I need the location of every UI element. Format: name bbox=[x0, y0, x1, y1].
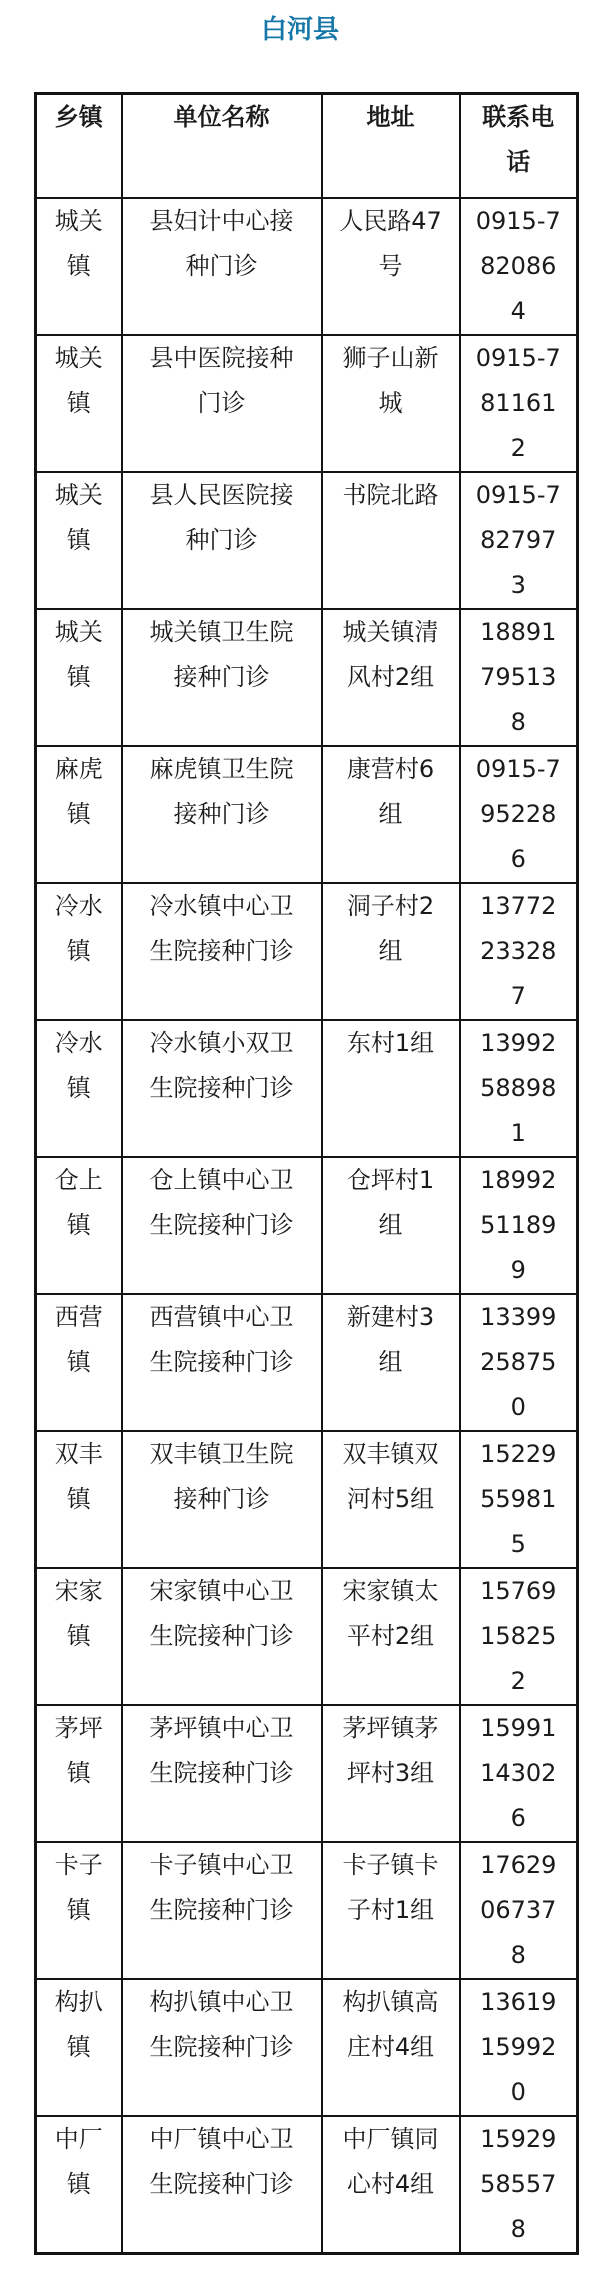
table-row bbox=[36, 1842, 578, 1979]
table-header bbox=[36, 94, 578, 199]
header-unit: 单位名称 bbox=[122, 94, 322, 199]
town-cell: 宋家镇 bbox=[36, 1568, 122, 1705]
address-cell: 城关镇清风村2组 bbox=[322, 609, 460, 746]
unit-cell: 构扒镇中心卫生院接种门诊 bbox=[122, 1979, 322, 2116]
phone-cell: 0915-7827973 bbox=[460, 472, 578, 609]
phone-cell: 13992588981 bbox=[460, 1020, 578, 1157]
table-row bbox=[36, 1568, 578, 1705]
header-address: 地址 bbox=[322, 94, 460, 199]
town-cell: 双丰镇 bbox=[36, 1431, 122, 1568]
phone-cell: 0915-7811612 bbox=[460, 335, 578, 472]
town-cell: 卡子镇 bbox=[36, 1842, 122, 1979]
address-cell: 新建村3组 bbox=[322, 1294, 460, 1431]
phone-cell: 18992511899 bbox=[460, 1157, 578, 1294]
address-cell: 书院北路 bbox=[322, 472, 460, 609]
unit-cell: 卡子镇中心卫生院接种门诊 bbox=[122, 1842, 322, 1979]
unit-cell: 城关镇卫生院接种门诊 bbox=[122, 609, 322, 746]
phone-cell: 15229559815 bbox=[460, 1431, 578, 1568]
clinic-table bbox=[34, 92, 579, 2255]
unit-cell: 冷水镇中心卫生院接种门诊 bbox=[122, 883, 322, 1020]
header-town: 乡镇 bbox=[36, 94, 122, 199]
unit-cell: 双丰镇卫生院接种门诊 bbox=[122, 1431, 322, 1568]
town-cell: 城关镇 bbox=[36, 472, 122, 609]
address-cell: 宋家镇太平村2组 bbox=[322, 1568, 460, 1705]
phone-cell: 13399258750 bbox=[460, 1294, 578, 1431]
table-row bbox=[36, 1020, 578, 1157]
address-cell: 仓坪村1组 bbox=[322, 1157, 460, 1294]
town-cell: 城关镇 bbox=[36, 335, 122, 472]
table-row bbox=[36, 883, 578, 1020]
unit-cell: 西营镇中心卫生院接种门诊 bbox=[122, 1294, 322, 1431]
unit-cell: 麻虎镇卫生院接种门诊 bbox=[122, 746, 322, 883]
phone-cell: 15929585578 bbox=[460, 2116, 578, 2254]
phone-cell: 13772233287 bbox=[460, 883, 578, 1020]
address-cell: 东村1组 bbox=[322, 1020, 460, 1157]
unit-cell: 宋家镇中心卫生院接种门诊 bbox=[122, 1568, 322, 1705]
town-cell: 仓上镇 bbox=[36, 1157, 122, 1294]
phone-cell: 17629067378 bbox=[460, 1842, 578, 1979]
table-row bbox=[36, 1979, 578, 2116]
table-row bbox=[36, 1157, 578, 1294]
town-cell: 构扒镇 bbox=[36, 1979, 122, 2116]
town-cell: 麻虎镇 bbox=[36, 746, 122, 883]
town-cell: 城关镇 bbox=[36, 609, 122, 746]
unit-cell: 仓上镇中心卫生院接种门诊 bbox=[122, 1157, 322, 1294]
unit-cell: 县人民医院接种门诊 bbox=[122, 472, 322, 609]
town-cell: 西营镇 bbox=[36, 1294, 122, 1431]
table-row bbox=[36, 198, 578, 335]
header-phone: 联系电话 bbox=[460, 94, 578, 199]
table-row bbox=[36, 335, 578, 472]
town-cell: 城关镇 bbox=[36, 198, 122, 335]
phone-cell: 13619159920 bbox=[460, 1979, 578, 2116]
phone-cell: 18891795138 bbox=[460, 609, 578, 746]
unit-cell: 中厂镇中心卫生院接种门诊 bbox=[122, 2116, 322, 2254]
address-cell: 双丰镇双河村5组 bbox=[322, 1431, 460, 1568]
phone-cell: 0915-7820864 bbox=[460, 198, 578, 335]
town-cell: 中厂镇 bbox=[36, 2116, 122, 2254]
unit-cell: 县妇计中心接种门诊 bbox=[122, 198, 322, 335]
unit-cell: 县中医院接种门诊 bbox=[122, 335, 322, 472]
town-cell: 冷水镇 bbox=[36, 883, 122, 1020]
town-cell: 冷水镇 bbox=[36, 1020, 122, 1157]
phone-cell: 15991143026 bbox=[460, 1705, 578, 1842]
table-row bbox=[36, 1294, 578, 1431]
address-cell: 中厂镇同心村4组 bbox=[322, 2116, 460, 2254]
address-cell: 康营村6组 bbox=[322, 746, 460, 883]
table-row bbox=[36, 2116, 578, 2254]
table-row bbox=[36, 746, 578, 883]
table-row bbox=[36, 609, 578, 746]
header-row bbox=[36, 94, 578, 199]
address-cell: 狮子山新城 bbox=[322, 335, 460, 472]
table-row bbox=[36, 1705, 578, 1842]
table-row bbox=[36, 1431, 578, 1568]
phone-cell: 0915-7952286 bbox=[460, 746, 578, 883]
page-title: 白河县 bbox=[260, 15, 339, 45]
address-cell: 洞子村2组 bbox=[322, 883, 460, 1020]
unit-cell: 茅坪镇中心卫生院接种门诊 bbox=[122, 1705, 322, 1842]
unit-cell: 冷水镇小双卫生院接种门诊 bbox=[122, 1020, 322, 1157]
address-cell: 卡子镇卡子村1组 bbox=[322, 1842, 460, 1979]
phone-cell: 15769158252 bbox=[460, 1568, 578, 1705]
address-cell: 构扒镇高庄村4组 bbox=[322, 1979, 460, 2116]
table-row bbox=[36, 472, 578, 609]
table-body bbox=[36, 198, 578, 2254]
address-cell: 茅坪镇茅坪村3组 bbox=[322, 1705, 460, 1842]
town-cell: 茅坪镇 bbox=[36, 1705, 122, 1842]
address-cell: 人民路47号 bbox=[322, 198, 460, 335]
